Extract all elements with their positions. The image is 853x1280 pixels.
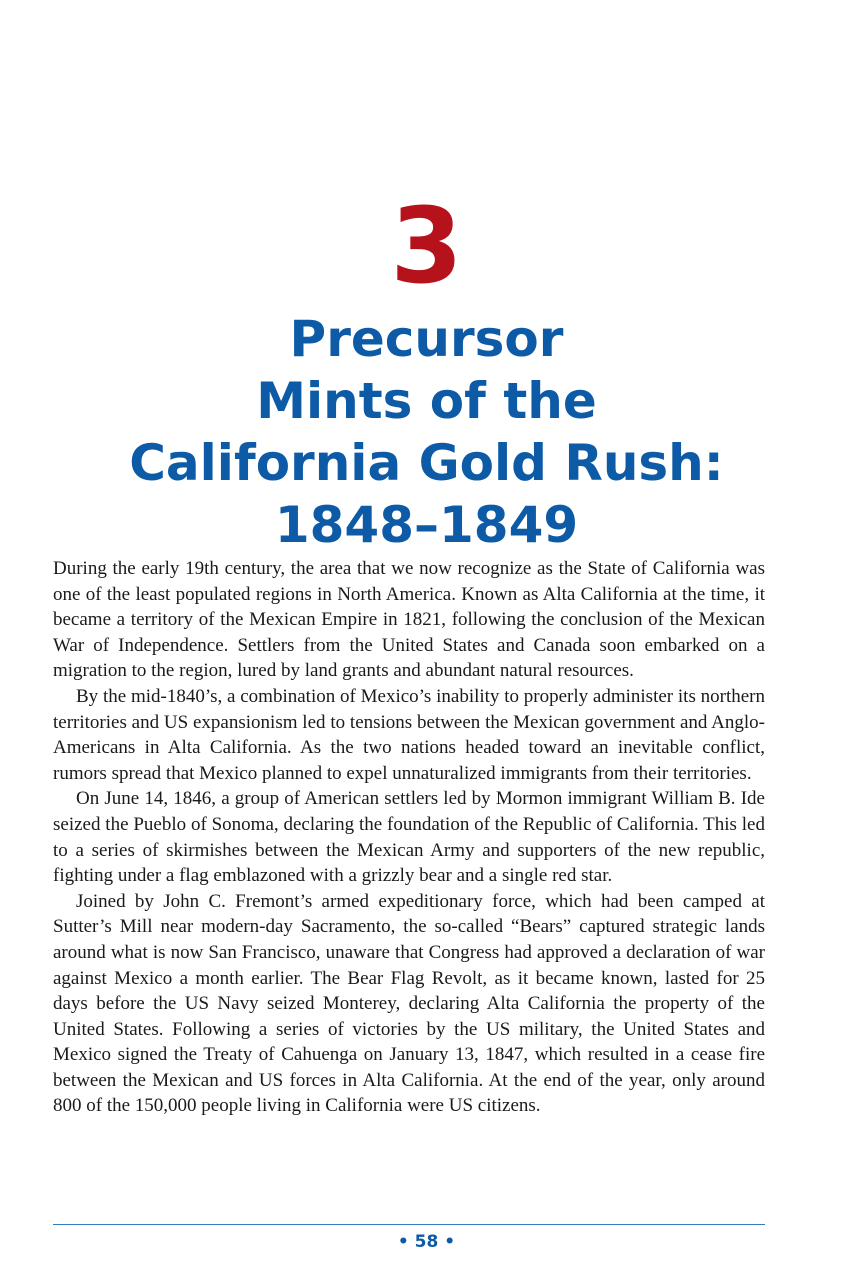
chapter-title (40, 308, 813, 556)
chapter-number: 3 (390, 185, 463, 307)
chapter-title-line: 1848–1849 (274, 496, 579, 554)
footer-divider (53, 1224, 765, 1225)
paragraph: On June 14, 1846, a group of American settlers led by Mormon immigrant William B. Ide seized the Pueblo of Sonoma, declaring the foundation of the Republic of California. This led to a series of skirmishes between the Mexican Army and supporters of the new republic, fighting under a flag emblazoned with a grizzly bear and a single red star. (53, 788, 765, 887)
chapter-title-line: Precursor (289, 310, 564, 368)
chapter-title-line: California Gold Rush: (129, 434, 724, 492)
chapter-title-line: Mints of the (256, 372, 597, 430)
paragraph: By the mid-1840’s, a combination of Mexico’s inability to properly administer its northern territories and US expansionism led to tensions between the Mexican government and Anglo-Americans in Alta California. As the two nations headed toward an inevitable conflict, rumors spread that Mexico planned to expel unnaturalized immigrants from their territories. (53, 685, 765, 784)
paragraph: During the early 19th century, the area that we now recognize as the State of California was one of the least populated regions in North America. Known as Alta California at the time, it became a territory of the Mexican Empire in 1821, following the conclusion of the Mexican War of Independence. Settlers from the United States and Canada soon embarked on a migration to the region, lured by land grants and abundant natural resources. (53, 558, 765, 682)
page-number: • 58 • (397, 1232, 456, 1252)
paragraph: Joined by John C. Fremont’s armed expeditionary force, which had been camped at Sutter’s Mill near modern-day Sacramento, the so-called “Bears” captured strategic lands around what is now San Francisco, unaware that Congress had approved a declaration of war against Mexico a month earlier. The Bear Flag Revolt, as it became known, lasted for 25 days before the US Navy seized Monterey, declaring Alta California the property of the United States. Following a series of victories by the US military, the United States and Mexico signed the Treaty of Cahuenga on January 13, 1847, which resulted in a cease fire between the Mexican and US forces in Alta California. At the end of the year, only around 800 of the 150,000 people living in California were US citizens. (53, 890, 765, 1117)
body-text (53, 556, 765, 1119)
